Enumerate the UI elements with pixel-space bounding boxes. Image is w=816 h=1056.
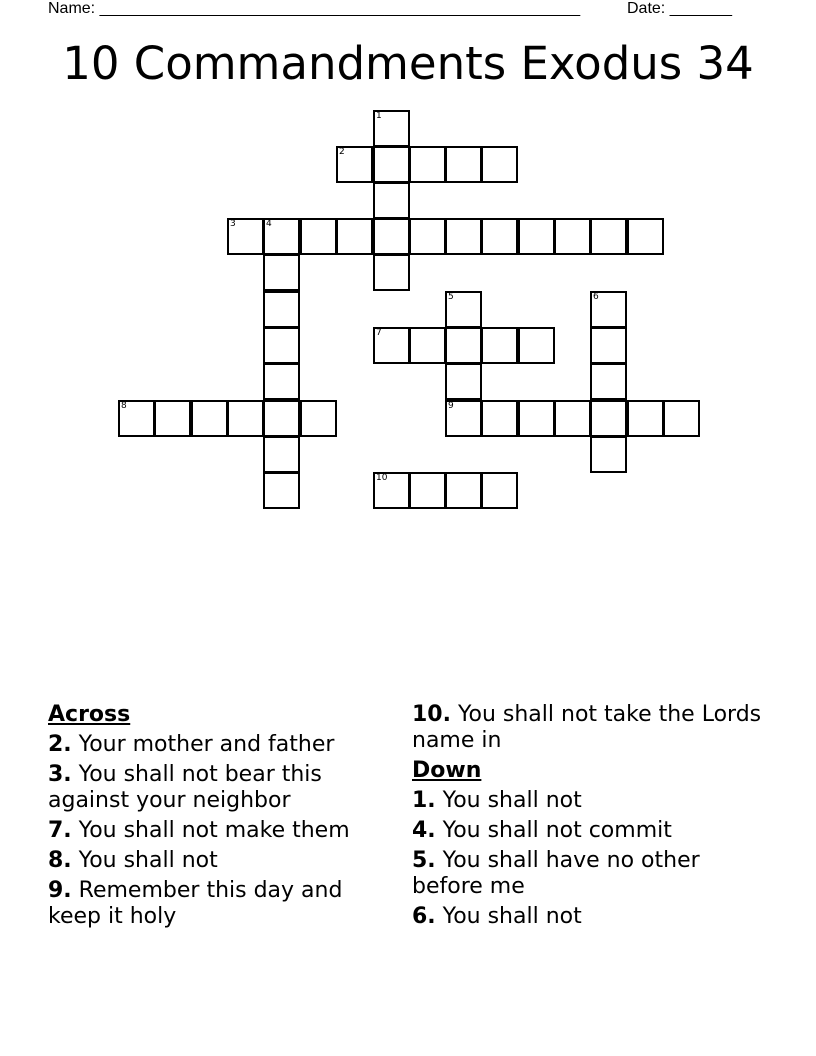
cell-number: 9 — [448, 401, 454, 411]
crossword-cell[interactable] — [481, 472, 518, 509]
crossword-cell[interactable] — [263, 327, 300, 364]
crossword-cell[interactable] — [263, 254, 300, 291]
crossword-cell[interactable] — [627, 218, 664, 255]
across-clue-7: 7. You shall not make them — [48, 818, 350, 843]
crossword-cell[interactable] — [373, 254, 410, 291]
down-clue-1: 1. You shall not — [412, 788, 582, 813]
crossword-cell[interactable] — [481, 400, 518, 437]
crossword-cell[interactable] — [263, 436, 300, 473]
crossword-cell[interactable] — [445, 363, 482, 400]
cell-number: 7 — [376, 328, 382, 338]
crossword-cell[interactable] — [554, 400, 591, 437]
crossword-cell[interactable] — [554, 218, 591, 255]
crossword-cell[interactable] — [263, 218, 300, 255]
crossword-cell[interactable] — [373, 182, 410, 219]
crossword-cell[interactable] — [263, 363, 300, 400]
crossword-cell[interactable] — [300, 400, 337, 437]
crossword-cell[interactable] — [445, 146, 482, 183]
cell-number: 3 — [230, 219, 236, 229]
crossword-cell[interactable] — [336, 218, 373, 255]
crossword-cell[interactable] — [445, 291, 482, 328]
name-field-label: Name: ______________________________________________________ — [48, 0, 581, 17]
crossword-cell[interactable] — [154, 400, 191, 437]
down-clue-6: 6. You shall not — [412, 904, 582, 929]
across-clue-10: 10. You shall not take the Lords name in — [412, 702, 762, 753]
crossword-cell[interactable] — [118, 400, 155, 437]
puzzle-title: 10 Commandments Exodus 34 — [62, 37, 754, 90]
crossword-cell[interactable] — [518, 327, 555, 364]
crossword-cell[interactable] — [373, 327, 410, 364]
crossword-cell[interactable] — [409, 146, 446, 183]
cell-number: 2 — [339, 147, 345, 157]
crossword-cell[interactable] — [409, 218, 446, 255]
crossword-cell[interactable] — [300, 218, 337, 255]
crossword-cell[interactable] — [481, 327, 518, 364]
down-clue-5: 5. You shall have no other before me — [412, 848, 700, 899]
crossword-cell[interactable] — [627, 400, 664, 437]
across-clue-8: 8. You shall not — [48, 848, 218, 873]
crossword-cell[interactable] — [373, 472, 410, 509]
crossword-cell[interactable] — [590, 400, 627, 437]
crossword-cell[interactable] — [590, 363, 627, 400]
across-heading: Across — [48, 702, 131, 727]
crossword-cell[interactable] — [336, 146, 373, 183]
crossword-cell[interactable] — [191, 400, 228, 437]
down-clue-4: 4. You shall not commit — [412, 818, 672, 843]
crossword-cell[interactable] — [518, 218, 555, 255]
crossword-cell[interactable] — [481, 218, 518, 255]
crossword-cell[interactable] — [263, 400, 300, 437]
across-clue-9: 9. Remember this day and keep it holy — [48, 878, 343, 929]
crossword-cell[interactable] — [445, 400, 482, 437]
crossword-cell[interactable] — [518, 400, 555, 437]
clues-left-column — [48, 702, 393, 934]
crossword-cell[interactable] — [590, 291, 627, 328]
crossword-cell[interactable] — [227, 218, 264, 255]
date-field-label: Date: _______ — [627, 0, 732, 17]
cell-number: 6 — [593, 292, 599, 302]
cell-number: 1 — [376, 111, 382, 121]
clues-right-column — [412, 702, 772, 934]
crossword-cell[interactable] — [263, 291, 300, 328]
crossword-cell[interactable] — [373, 110, 410, 147]
crossword-cell[interactable] — [590, 218, 627, 255]
crossword-cell[interactable] — [409, 327, 446, 364]
crossword-cell[interactable] — [590, 436, 627, 473]
crossword-cell[interactable] — [373, 218, 410, 255]
cell-number: 8 — [121, 401, 127, 411]
crossword-cell[interactable] — [481, 146, 518, 183]
crossword-cell[interactable] — [663, 400, 700, 437]
cell-number: 4 — [266, 219, 272, 229]
crossword-cell[interactable] — [373, 146, 410, 183]
crossword-cell[interactable] — [227, 400, 264, 437]
crossword-cell[interactable] — [409, 472, 446, 509]
across-clue-3: 3. You shall not bear this against your neighbor — [48, 762, 322, 813]
down-heading: Down — [412, 758, 482, 783]
cell-number: 5 — [448, 292, 454, 302]
cell-number: 10 — [376, 473, 388, 483]
crossword-cell[interactable] — [445, 327, 482, 364]
crossword-cell[interactable] — [445, 472, 482, 509]
across-clue-2: 2. Your mother and father — [48, 732, 335, 757]
crossword-cell[interactable] — [263, 472, 300, 509]
crossword-cell[interactable] — [445, 218, 482, 255]
crossword-cell[interactable] — [590, 327, 627, 364]
